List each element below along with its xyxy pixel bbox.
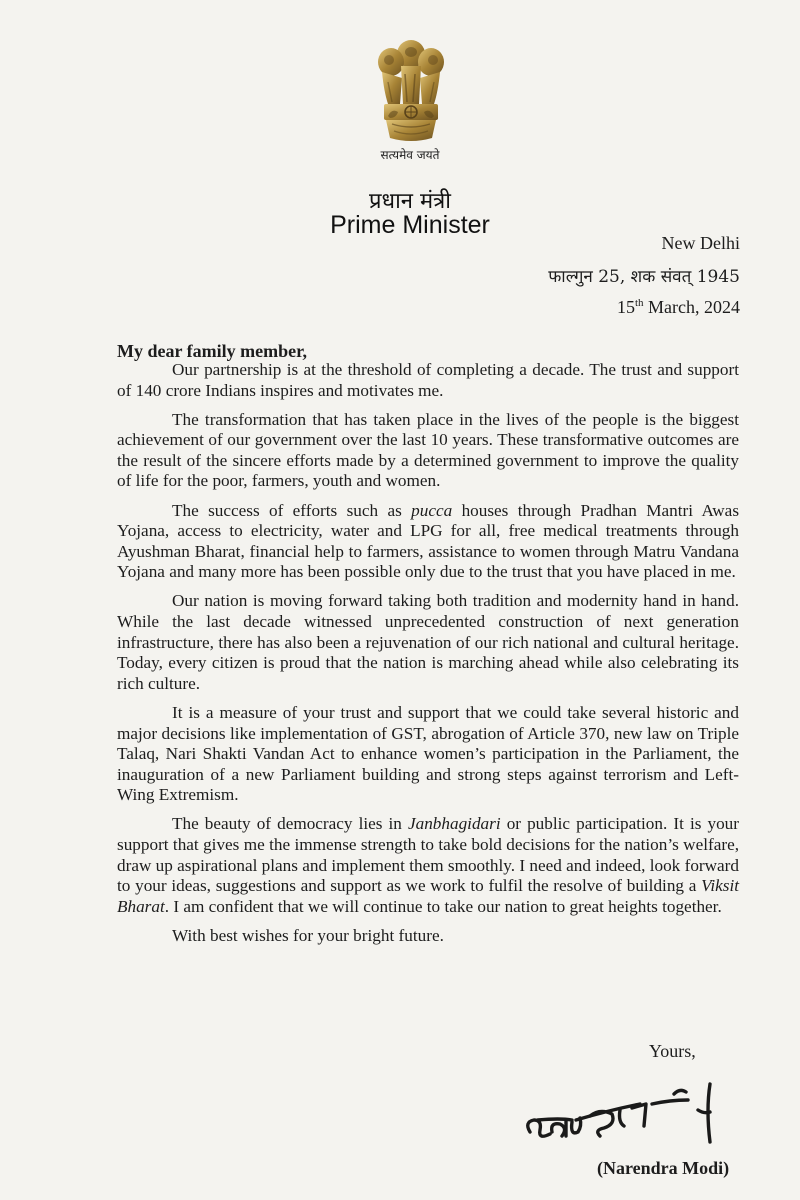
closing-wish: With best wishes for your bright future. [172, 925, 444, 945]
paragraph-2: The transformation that has taken place in the lives of the people is the biggest achievement of our government over the last 10 years. These transformative outcomes are the result of the sincere efforts made by a determined government to improve the quality of life for the poor, farmers, youth and women. [117, 409, 739, 491]
handwritten-signature [520, 1070, 730, 1160]
paragraph-4: Our nation is moving forward taking both tradition and modernity hand in hand. While the last decade witnessed unprecedented construction of next generation infrastructure, there has also been a rejuvenation of our rich national and cultural heritage. Today, every citizen is proud that the nation is marching ahead while also celebrating its rich culture. [117, 591, 739, 693]
date-month-year: March, 2024 [643, 297, 740, 317]
paragraph-6-text-a: The beauty of democracy lies in [172, 814, 408, 834]
paragraph-3-italic: pucca [411, 500, 453, 520]
paragraph-6-italic-1: Janbhagidari [407, 814, 501, 834]
paragraph-1: Our partnership is at the threshold of completing a decade. The trust and support of 140 crore Indians inspires and motivates me. [117, 360, 739, 400]
national-emblem-icon [374, 38, 448, 146]
place-city: New Delhi [661, 233, 740, 253]
signatory-name: (Narendra Modi) [597, 1158, 730, 1178]
paragraph-5: It is a measure of your trust and support that we could take several historic and major decisions like implementation of GST, abrogation of Article 370, new law on Triple Talaq, Nari Shakti Vandan Act to enhance women’s participation in the Parliament, the inauguration of a new Parliament building and strong steps against terrorism and Left-Wing Extremism. [117, 702, 739, 805]
letter-date [617, 297, 740, 318]
hindi-date: फाल्गुन 25, शक संवत् 1945 [548, 267, 740, 287]
date-day: 15 [616, 297, 635, 317]
date-day-suffix: th [634, 297, 644, 309]
paragraph-6-text-c: . I am confident that we will continue to take our nation to great heights together. [164, 896, 722, 916]
paragraph-3 [117, 501, 739, 583]
salutation: My dear family member, [117, 341, 307, 361]
paragraph-6-text-b: or public participation. It is your support that gives me the immense strength to take bold decisions for the nation’s welfare, draw up aspirational plans and implement them smoothly. I need and indeed, look forward to your ideas, suggestions and support as we work to fulfil the resolve of building a [117, 814, 740, 896]
office-title-english: Prime Minister [330, 211, 490, 239]
valediction: Yours, [649, 1041, 696, 1061]
paragraph-3-text-a: The success of efforts such as [172, 500, 412, 520]
letter-body [117, 360, 739, 955]
paragraph-3-text-b: houses through Pradhan Mantri Awas Yojana, access to electricity, water and LPG for all, free medical treatments through Ayushman Bharat, financial help to farmers, assistance to women through Matru Vandana Yojana and many more has been possible only due to the trust that you have placed in me. [117, 500, 740, 582]
office-title-hindi: प्रधान मंत्री [369, 189, 451, 214]
emblem-motto: सत्यमेव जयते [380, 148, 440, 162]
paragraph-6 [117, 814, 739, 917]
paragraph-6-italic-2: Viksit Bharat [117, 876, 739, 916]
